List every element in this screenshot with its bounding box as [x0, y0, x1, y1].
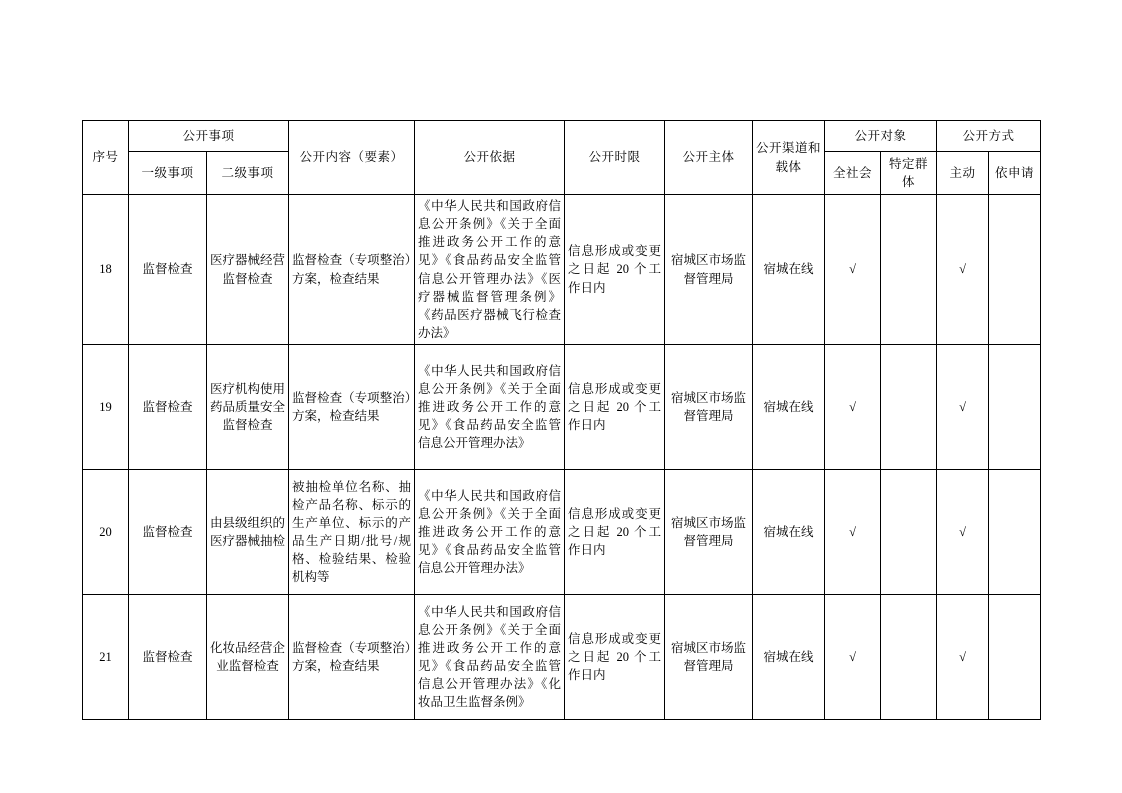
cell-audience-specific [881, 470, 937, 595]
cell-method-on-request [989, 195, 1041, 345]
cell-method-active: √ [937, 595, 989, 720]
cell-level2: 由县级组织的医疗器械抽检 [207, 470, 289, 595]
cell-channel: 宿城在线 [753, 195, 825, 345]
header-row-1 [83, 121, 1041, 152]
cell-method-active: √ [937, 345, 989, 470]
cell-method-on-request [989, 345, 1041, 470]
cell-method-active: √ [937, 195, 989, 345]
header-deadline: 公开时限 [565, 121, 665, 195]
cell-seq: 18 [83, 195, 129, 345]
cell-seq: 19 [83, 345, 129, 470]
cell-subject: 宿城区市场监督管理局 [665, 345, 753, 470]
cell-audience-all: √ [825, 195, 881, 345]
cell-method-on-request [989, 470, 1041, 595]
cell-method-on-request [989, 595, 1041, 720]
header-method: 公开方式 [937, 121, 1041, 152]
cell-audience-all: √ [825, 470, 881, 595]
cell-basis: 《中华人民共和国政府信息公开条例》《关于全面推进政务公开工作的意见》《食品药品安全监管信息公开管理办法》 [415, 345, 565, 470]
header-audience-all: 全社会 [825, 152, 881, 195]
header-audience: 公开对象 [825, 121, 937, 152]
disclosure-table [82, 120, 1041, 720]
cell-basis: 《中华人民共和国政府信息公开条例》《关于全面推进政务公开工作的意见》《食品药品安全监管信息公开管理办法》《医疗器械监督管理条例》《药品医疗器械飞行检查办法》 [415, 195, 565, 345]
header-level2: 二级事项 [207, 152, 289, 195]
cell-content: 监督检查（专项整治）方案，检查结果 [289, 345, 415, 470]
cell-channel: 宿城在线 [753, 470, 825, 595]
table-row [83, 345, 1041, 470]
cell-seq: 21 [83, 595, 129, 720]
cell-channel: 宿城在线 [753, 345, 825, 470]
cell-subject: 宿城区市场监督管理局 [665, 470, 753, 595]
cell-audience-specific [881, 595, 937, 720]
cell-content: 监督检查（专项整治）方案，检查结果 [289, 195, 415, 345]
cell-audience-specific [881, 195, 937, 345]
header-method-on-request: 依申请 [989, 152, 1041, 195]
cell-deadline: 信息形成或变更之日起 20 个工作日内 [565, 195, 665, 345]
table-row [83, 195, 1041, 345]
table-body [83, 195, 1041, 720]
header-channel: 公开渠道和载体 [753, 121, 825, 195]
cell-audience-specific [881, 345, 937, 470]
table-row [83, 470, 1041, 595]
disclosure-table-wrapper [82, 120, 1040, 720]
cell-level1: 监督检查 [129, 470, 207, 595]
cell-deadline: 信息形成或变更之日起 20 个工作日内 [565, 470, 665, 595]
cell-basis: 《中华人民共和国政府信息公开条例》《关于全面推进政务公开工作的意见》《食品药品安全监管信息公开管理办法》《化妆品卫生监督条例》 [415, 595, 565, 720]
table-header [83, 121, 1041, 195]
cell-subject: 宿城区市场监督管理局 [665, 595, 753, 720]
header-level1: 一级事项 [129, 152, 207, 195]
cell-level2: 医疗机构使用药品质量安全监督检查 [207, 345, 289, 470]
header-audience-specific: 特定群体 [881, 152, 937, 195]
table-row [83, 595, 1041, 720]
cell-content: 监督检查（专项整治）方案，检查结果 [289, 595, 415, 720]
cell-subject: 宿城区市场监督管理局 [665, 195, 753, 345]
cell-audience-all: √ [825, 595, 881, 720]
header-method-active: 主动 [937, 152, 989, 195]
cell-content: 被抽检单位名称、抽检产品名称、标示的生产单位、标示的产品生产日期/批号/规格、检验结果、检验机构等 [289, 470, 415, 595]
cell-deadline: 信息形成或变更之日起 20 个工作日内 [565, 345, 665, 470]
header-subject: 公开主体 [665, 121, 753, 195]
cell-level1: 监督检查 [129, 595, 207, 720]
cell-level2: 化妆品经营企业监督检查 [207, 595, 289, 720]
header-seq: 序号 [83, 121, 129, 195]
cell-level1: 监督检查 [129, 345, 207, 470]
cell-audience-all: √ [825, 345, 881, 470]
header-public-matter: 公开事项 [129, 121, 289, 152]
cell-method-active: √ [937, 470, 989, 595]
cell-channel: 宿城在线 [753, 595, 825, 720]
cell-seq: 20 [83, 470, 129, 595]
cell-level1: 监督检查 [129, 195, 207, 345]
cell-basis: 《中华人民共和国政府信息公开条例》《关于全面推进政务公开工作的意见》《食品药品安全监管信息公开管理办法》 [415, 470, 565, 595]
header-content: 公开内容（要素） [289, 121, 415, 195]
cell-level2: 医疗器械经营监督检查 [207, 195, 289, 345]
header-basis: 公开依据 [415, 121, 565, 195]
cell-deadline: 信息形成或变更之日起 20 个工作日内 [565, 595, 665, 720]
